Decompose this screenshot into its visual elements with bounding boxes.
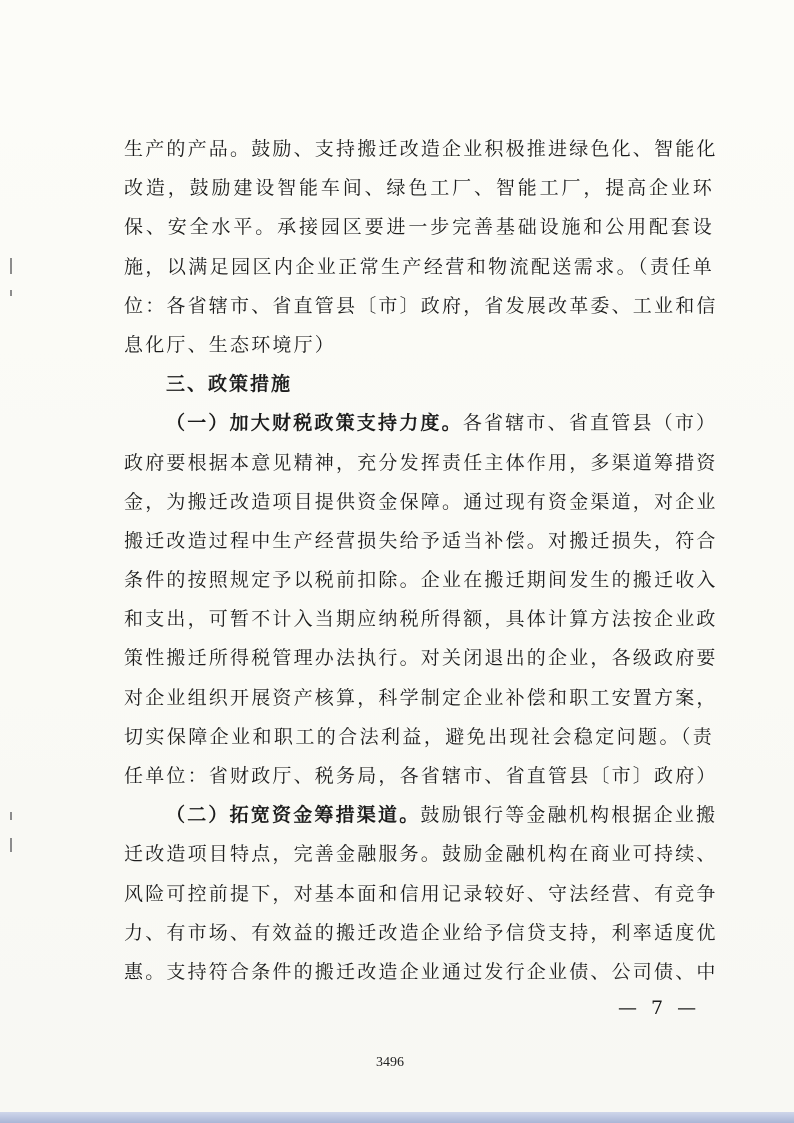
- text-line: 和支出，可暂不计入当期应纳税所得额，具体计算方法按企业政: [124, 608, 718, 631]
- section-heading: 三、政策措施: [166, 373, 293, 396]
- text-line: 位：各省辖市、省直管县〔市〕政府，省发展改革委、工业和信: [124, 294, 718, 317]
- scan-edge-mark: [10, 812, 12, 820]
- text-line: 息化厅、生态环境厅）: [124, 333, 337, 356]
- scan-bottom-band: [0, 1112, 794, 1123]
- text-line: 条件的按照规定予以税前扣除。企业在搬迁期间发生的搬迁收入: [124, 569, 718, 592]
- page-number: — 7 —: [618, 997, 701, 1019]
- text-line: 任单位：省财政厅、税务局，各省辖市、省直管县〔市〕政府）: [124, 765, 718, 787]
- document-body: [124, 130, 718, 992]
- text-line: 力、有市场、有效益的搬迁改造企业给予信贷支持，利率适度优: [124, 921, 718, 944]
- text-line: 对企业组织开展资产核算，科学制定企业补偿和职工安置方案，: [124, 686, 718, 709]
- scan-edge-mark: [10, 258, 12, 274]
- subsection-title: （一）加大财税政策支持力度。: [166, 412, 463, 435]
- subsection-title: （二）拓宽资金筹措渠道。: [166, 804, 421, 827]
- text-line: 策性搬迁所得税管理办法执行。对关闭退出的企业，各级政府要: [124, 647, 718, 670]
- text-line: 风险可控前提下，对基本面和信用记录较好、守法经营、有竞争: [124, 882, 718, 905]
- text-line: 改造，鼓励建设智能车间、绿色工厂、智能工厂，提高企业环: [124, 177, 714, 200]
- subsection-text: 鼓励银行等金融机构根据企业搬: [420, 804, 718, 827]
- text-line: 切实保障企业和职工的合法利益，避免出现社会稳定问题。（责: [124, 725, 714, 748]
- subsection-first-line: [124, 796, 718, 835]
- subsection-text: 各省辖市、省直管县（市）: [462, 412, 718, 435]
- subsection-first-line: [124, 404, 718, 443]
- text-line: 保、安全水平。承接园区要进一步完善基础设施和公用配套设: [124, 216, 714, 239]
- text-line: 金，为搬迁改造项目提供资金保障。通过现有资金渠道，对企业: [124, 490, 718, 513]
- text-line: 生产的产品。鼓励、支持搬迁改造企业积极推进绿色化、智能化: [124, 138, 718, 160]
- scan-edge-mark: [10, 838, 12, 852]
- text-line: 迁改造项目特点，完善金融服务。鼓励金融机构在商业可持续、: [124, 843, 718, 866]
- text-line: 惠。支持符合条件的搬迁改造企业通过发行企业债、公司债、中: [124, 960, 718, 983]
- archive-number: 3496: [376, 1055, 404, 1070]
- text-line: 施，以满足园区内企业正常生产经营和物流配送需求。（责任单: [124, 255, 714, 278]
- text-line: 搬迁改造过程中生产经营损失给予适当补偿。对搬迁损失，符合: [124, 529, 718, 552]
- text-line: 政府要根据本意见精神，充分发挥责任主体作用，多渠道筹措资: [124, 451, 718, 474]
- scan-edge-mark: [10, 290, 12, 296]
